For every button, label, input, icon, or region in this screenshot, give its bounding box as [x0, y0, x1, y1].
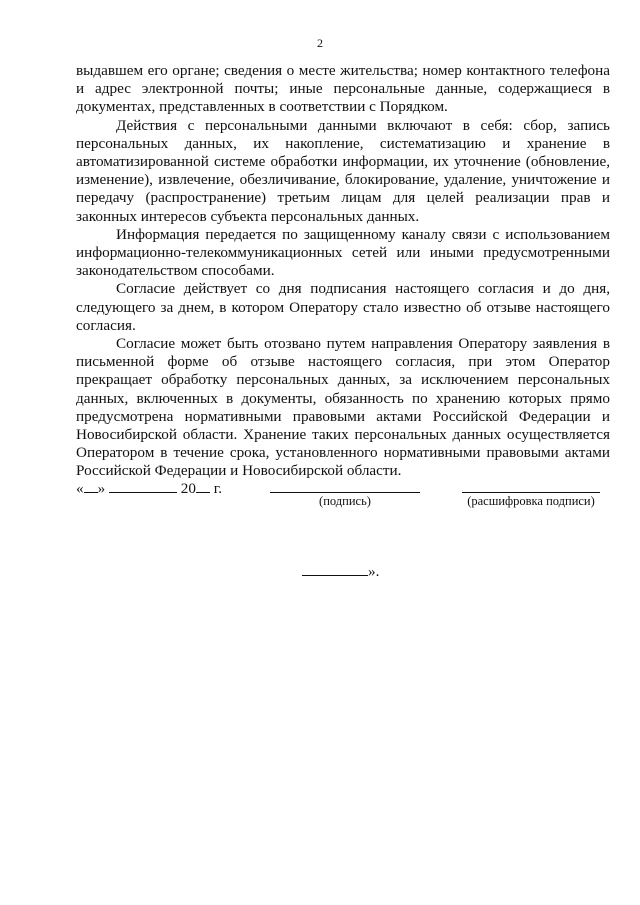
- transcript-line: [462, 492, 600, 493]
- closing-suffix: ».: [368, 563, 380, 580]
- year-blank: [196, 480, 210, 493]
- closing-line: [302, 563, 379, 581]
- closing-blank: [302, 563, 368, 576]
- transcript-caption: (расшифровка подписи): [467, 494, 595, 508]
- signature-line: [270, 492, 420, 493]
- paragraph-processing-actions: Действия с персональными данными включают в себя: сбор, запись персональных данных, их накопление, систематизацию и хранение в автоматизированной системе обработки информации, их уточнение (обновление, изменение), извлечение, обезличивание, блокирование, удаление, уничтожение и передачу (распространение) третьим лицам для целей реализации прав и законных интересов субъекта персональных данных.: [76, 116, 610, 225]
- date-open-quote: «: [76, 480, 84, 497]
- paragraph-continuation: выдавшем его органе; сведения о месте жительства; номер контактного телефона и адрес электронной почты; иные персональные данные, содержащиеся в документах, представленных в соответствии с Порядком.: [76, 62, 610, 116]
- month-blank: [109, 480, 177, 493]
- date-field: [76, 480, 222, 498]
- year-prefix: 20: [180, 480, 196, 497]
- signature-block: [0, 480, 640, 520]
- date-close-quote: »: [97, 480, 106, 497]
- paragraph-validity-period: Согласие действует со дня подписания настоящего согласия и до дня, следующего за днем, в котором Оператору стало известно об отзыве настоящего согласия.: [76, 280, 610, 334]
- year-suffix: г.: [213, 480, 223, 497]
- paragraph-withdrawal: Согласие может быть отозвано путем направления Оператору заявления в письменной форме об отзыве настоящего согласия, при этом Оператор прекращает обработку персональных данных, за исключением персональных данных, включенных в документы, обязанность по хранению которых прямо предусмотрена нормативными правовыми актами Российской Федерации и Новосибирской области. Хранение таких персональных данных осуществляется Оператором в течение срока, установленного нормативными правовыми актами Российской Федерации и Новосибирской области.: [76, 335, 610, 480]
- day-blank: [84, 480, 98, 493]
- page-number: 2: [317, 36, 323, 50]
- paragraph-transfer-channel: Информация передается по защищенному каналу связи с использованием информационно-телекоммуникационных сетей или иными предусмотренными законодательством способами.: [76, 225, 610, 280]
- signature-caption: (подпись): [319, 494, 371, 508]
- document-body: [76, 62, 610, 481]
